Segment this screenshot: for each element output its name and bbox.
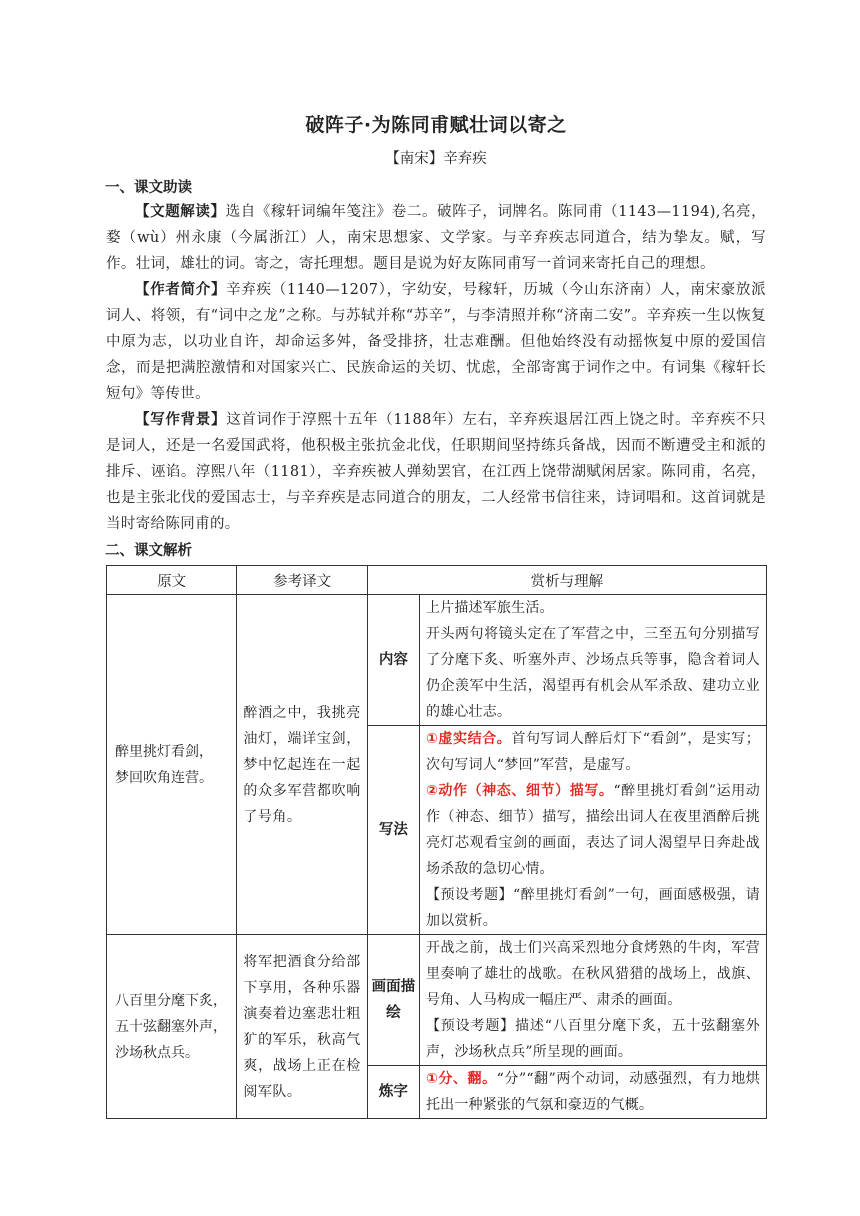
original-line: 沙场秋点兵。 (115, 1044, 199, 1061)
header-appreciation: 赏析与理解 (367, 566, 766, 595)
analysis-line (426, 726, 760, 778)
translation-cell: 将军把酒食分给部下享用，各种乐器演奏着边塞悲壮粗犷的军乐，秋高气爽，战场上正在检阅军队。 (237, 935, 367, 1119)
intro-text: 这首词作于淳熙十五年（1188年）左右，辛弃疾退居江西上饶之时。辛弃疾不只是词人，还是一名爱国武将，他积极主张抗金北伐，任职期间坚持练兵备战，因而不断遭受主和派的排斥、诬谄。淳熙八年（1181），辛弃疾被人弹劾罢官，在江西上饶带湖赋闲居家。陈同甫，名亮，也是主张北伐的爱国志士，与辛弃疾是志同道合的朋友，二人经常书信往来，诗词唱和。这首词就是当时寄给陈同甫的。 (106, 412, 766, 532)
intro-text: 选自《稼轩词编年笺注》卷二。破阵子，词牌名。陈同甫（1143—1194),名亮，婺（wù）州永康（今属浙江）人，南宋思想家、文学家。与辛弃疾志同道合，结为挚友。赋，写作。壮词，雄壮的词。寄之，寄托理想。题目是说为好友陈同甫写一首词来寄托自己的理想。 (106, 204, 766, 272)
analysis-line: 【预设考题】描述“八百里分麾下炙，五十弦翻塞外声，沙场秋点兵”所呈现的画面。 (425, 1018, 760, 1060)
analysis-scene-cell (419, 935, 766, 1066)
original-text-cell (107, 935, 237, 1119)
label-content: 内容 (367, 595, 419, 726)
analysis-line (426, 778, 760, 882)
header-original: 原文 (107, 566, 237, 595)
original-line: 梦回吹角连营。 (115, 769, 213, 786)
table-row (107, 935, 767, 1066)
intro-title-explanation (106, 199, 766, 277)
original-line: 醉里挑灯看剑， (115, 743, 213, 760)
analysis-text: “分”“翻”两个动词，动感强烈，有力地烘托出一种紧张的气氛和豪迈的气概。 (425, 1071, 760, 1113)
analysis-technique-cell (419, 726, 766, 935)
original-line: 八百里分麾下炙， (115, 992, 227, 1009)
analysis-text: “醉里挑灯看剑”运用动作（神态、细节）描写，描绘出词人在夜里酒醉后挑亮灯芯观看宝剑的画面，表达了词人渴望早日奔赴战场杀敌的急切心情。 (425, 783, 760, 877)
table-row (107, 595, 767, 726)
intro-tag: 【文题解读】 (135, 204, 226, 220)
analysis-content-cell (419, 595, 766, 726)
table-header-row (107, 566, 767, 595)
original-text-cell (107, 595, 237, 935)
page-title: 破阵子·为陈同甫赋壮词以寄之 (305, 114, 567, 136)
header-translation: 参考译文 (237, 566, 367, 595)
section-heading-text-analysis: 二、课文解析 (105, 543, 192, 559)
section-heading-reading-guide: 一、课文助读 (105, 180, 192, 196)
translation-cell: 醉酒之中，我挑亮油灯，端详宝剑，梦中忆起连在一起的众多军营都吹响了号角。 (237, 595, 367, 935)
label-technique: 写法 (367, 726, 419, 935)
analysis-line (426, 1066, 760, 1118)
intro-author-profile (106, 277, 766, 407)
label-scene: 画面描绘 (367, 935, 419, 1066)
analysis-table (106, 565, 767, 1119)
intro-tag: 【作者简介】 (135, 282, 227, 298)
analysis-line: 上片描述军旅生活。 (425, 600, 554, 616)
analysis-line: 开头两句将镜头定在了军营之中，三至五句分别描写了分麾下炙、听塞外声、沙场点兵等事，隐含着词人仍企羡军中生活，渴望再有机会从军杀敌、建功立业的雄心壮志。 (425, 626, 760, 720)
original-line: 五十弦翻塞外声， (115, 1018, 227, 1035)
highlight-point: ①分、翻。 (425, 1071, 497, 1087)
label-word-choice: 炼字 (367, 1066, 419, 1119)
analysis-text: 【预设考题】“醉里挑灯看剑”一句，画面感极强，请加以赏析。 (425, 887, 760, 929)
highlight-point: ②动作（神态、细节）描写。 (425, 783, 614, 799)
analysis-text: 首句写词人醉后灯下“看剑”，是实写；次句写词人“梦回”军营，是虚写。 (425, 731, 760, 773)
analysis-line: 开战之前，战士们兴高采烈地分食烤熟的牛肉，军营里奏响了雄壮的战歌。在秋风猎猎的战场上，战旗、号角、人马构成一幅庄严、肃杀的画面。 (425, 940, 760, 1008)
intro-tag: 【写作背景】 (135, 412, 227, 428)
intro-writing-background (106, 407, 766, 537)
document-page (106, 110, 766, 1119)
intro-text: 辛弃疾（1140—1207），字幼安，号稼轩，历城（今山东济南）人，南宋豪放派词人、将领，有“词中之龙”之称。与苏轼并称“苏辛”，与李清照并称“济南二安”。辛弃疾一生以恢复中原为志，以功业自许，却命运多舛，备受排挤，壮志难酬。但他始终没有动摇恢复中原的爱国信念，而是把满腔激情和对国家兴亡、民族命运的关切、忧虑，全部寄寓于词作之中。有词集《稼轩长短句》等传世。 (106, 282, 766, 402)
highlight-point: ①虚实结合。 (425, 731, 512, 747)
author-line: 【南宋】辛弃疾 (385, 151, 487, 167)
analysis-word-cell (419, 1066, 766, 1119)
analysis-line (426, 882, 760, 934)
